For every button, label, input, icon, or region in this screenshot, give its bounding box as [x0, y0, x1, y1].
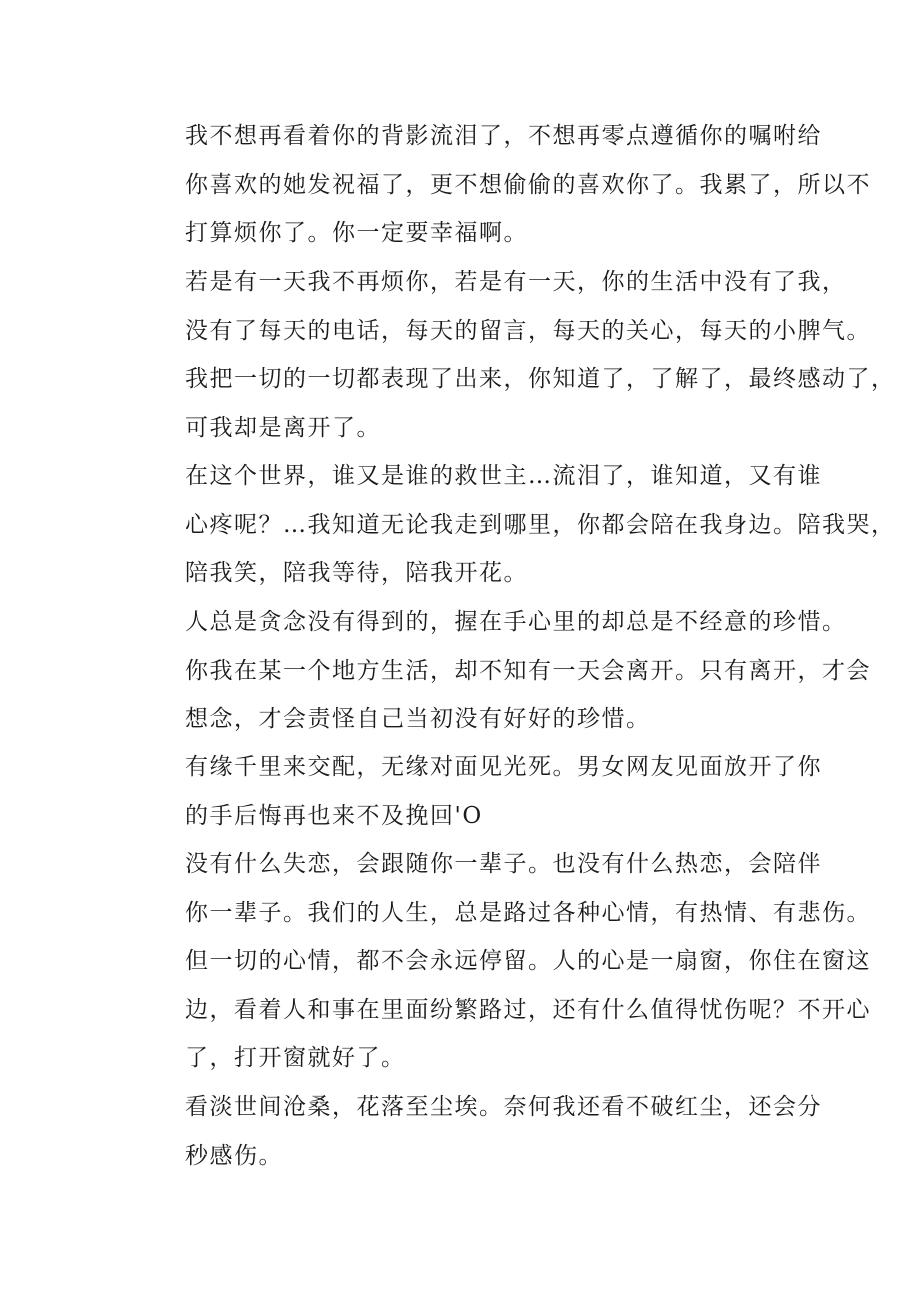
paragraph-4: [137, 598, 871, 744]
paragraph-line: 有缘千里来交配，无缘对面见光死。男女网友见面放开了你: [185, 754, 822, 780]
paragraph-line: 在这个世界，谁又是谁的救世主…流泪了，谁知道，又有谁: [185, 463, 822, 489]
paragraph-7: [137, 1083, 822, 1180]
paragraph-line: 的手后悔再也来不及挽回'O: [185, 802, 483, 829]
paragraph-line: 你一辈子。我们的人生，总是路过各种心情，有热情、有悲伤。: [185, 899, 871, 926]
paragraph-3: [137, 452, 896, 598]
paragraph-line: 但一切的心情，都不会永远停留。人的心是一扇窗，你住在窗这: [185, 948, 871, 974]
paragraph-line: 可我却是离开了。: [185, 414, 381, 441]
paragraph-6: [137, 840, 871, 1083]
paragraph-line: 心疼呢？…我知道无论我走到哪里，你都会陪在我身边。陪我哭，: [185, 511, 896, 538]
paragraph-line: 我把一切的一切都表现了出来，你知道了，了解了，最终感动了，: [185, 366, 896, 392]
paragraph-line: 我不想再看着你的背影流泪了，不想再零点遵循你的嘱咐给: [185, 123, 822, 149]
paragraph-2: [137, 258, 896, 452]
paragraph-line: 若是有一天我不再烦你，若是有一天，你的生活中没有了我，: [185, 269, 847, 295]
paragraph-line: 没有了每天的电话，每天的留言，每天的关心，每天的小脾气。: [185, 317, 871, 344]
paragraph-line: 你喜欢的她发祝福了，更不想偷偷的喜欢你了。我累了，所以不: [185, 171, 871, 198]
paragraph-line: 没有什么失恋，会跟随你一辈子。也没有什么热恋，会陪伴: [185, 851, 822, 877]
paragraph-5: [185, 743, 822, 840]
paragraph-line: 秒感伤。: [185, 1142, 283, 1169]
paragraph-line: 陪我笑，陪我等待，陪我开花。: [185, 560, 528, 586]
paragraph-line: 了，打开窗就好了。: [185, 1045, 406, 1071]
paragraph-line: 打算烦你了。你一定要幸福啊。: [185, 220, 528, 246]
paragraph-line: 你我在某一个地方生活，却不知有一天会离开。只有离开，才会: [185, 657, 871, 684]
paragraph-1: [137, 112, 871, 258]
paragraph-line: 看淡世间沧桑，花落至尘埃。奈何我还看不破红尘，还会分: [185, 1094, 822, 1120]
paragraph-line: 想念，才会责怪自己当初没有好好的珍惜。: [185, 706, 651, 732]
paragraph-line: 人总是贪念没有得到的，握在手心里的却总是不经意的珍惜。: [185, 609, 847, 635]
paragraph-line: 边，看着人和事在里面纷繁路过，还有什么值得忧伤呢？不开心: [185, 996, 871, 1023]
